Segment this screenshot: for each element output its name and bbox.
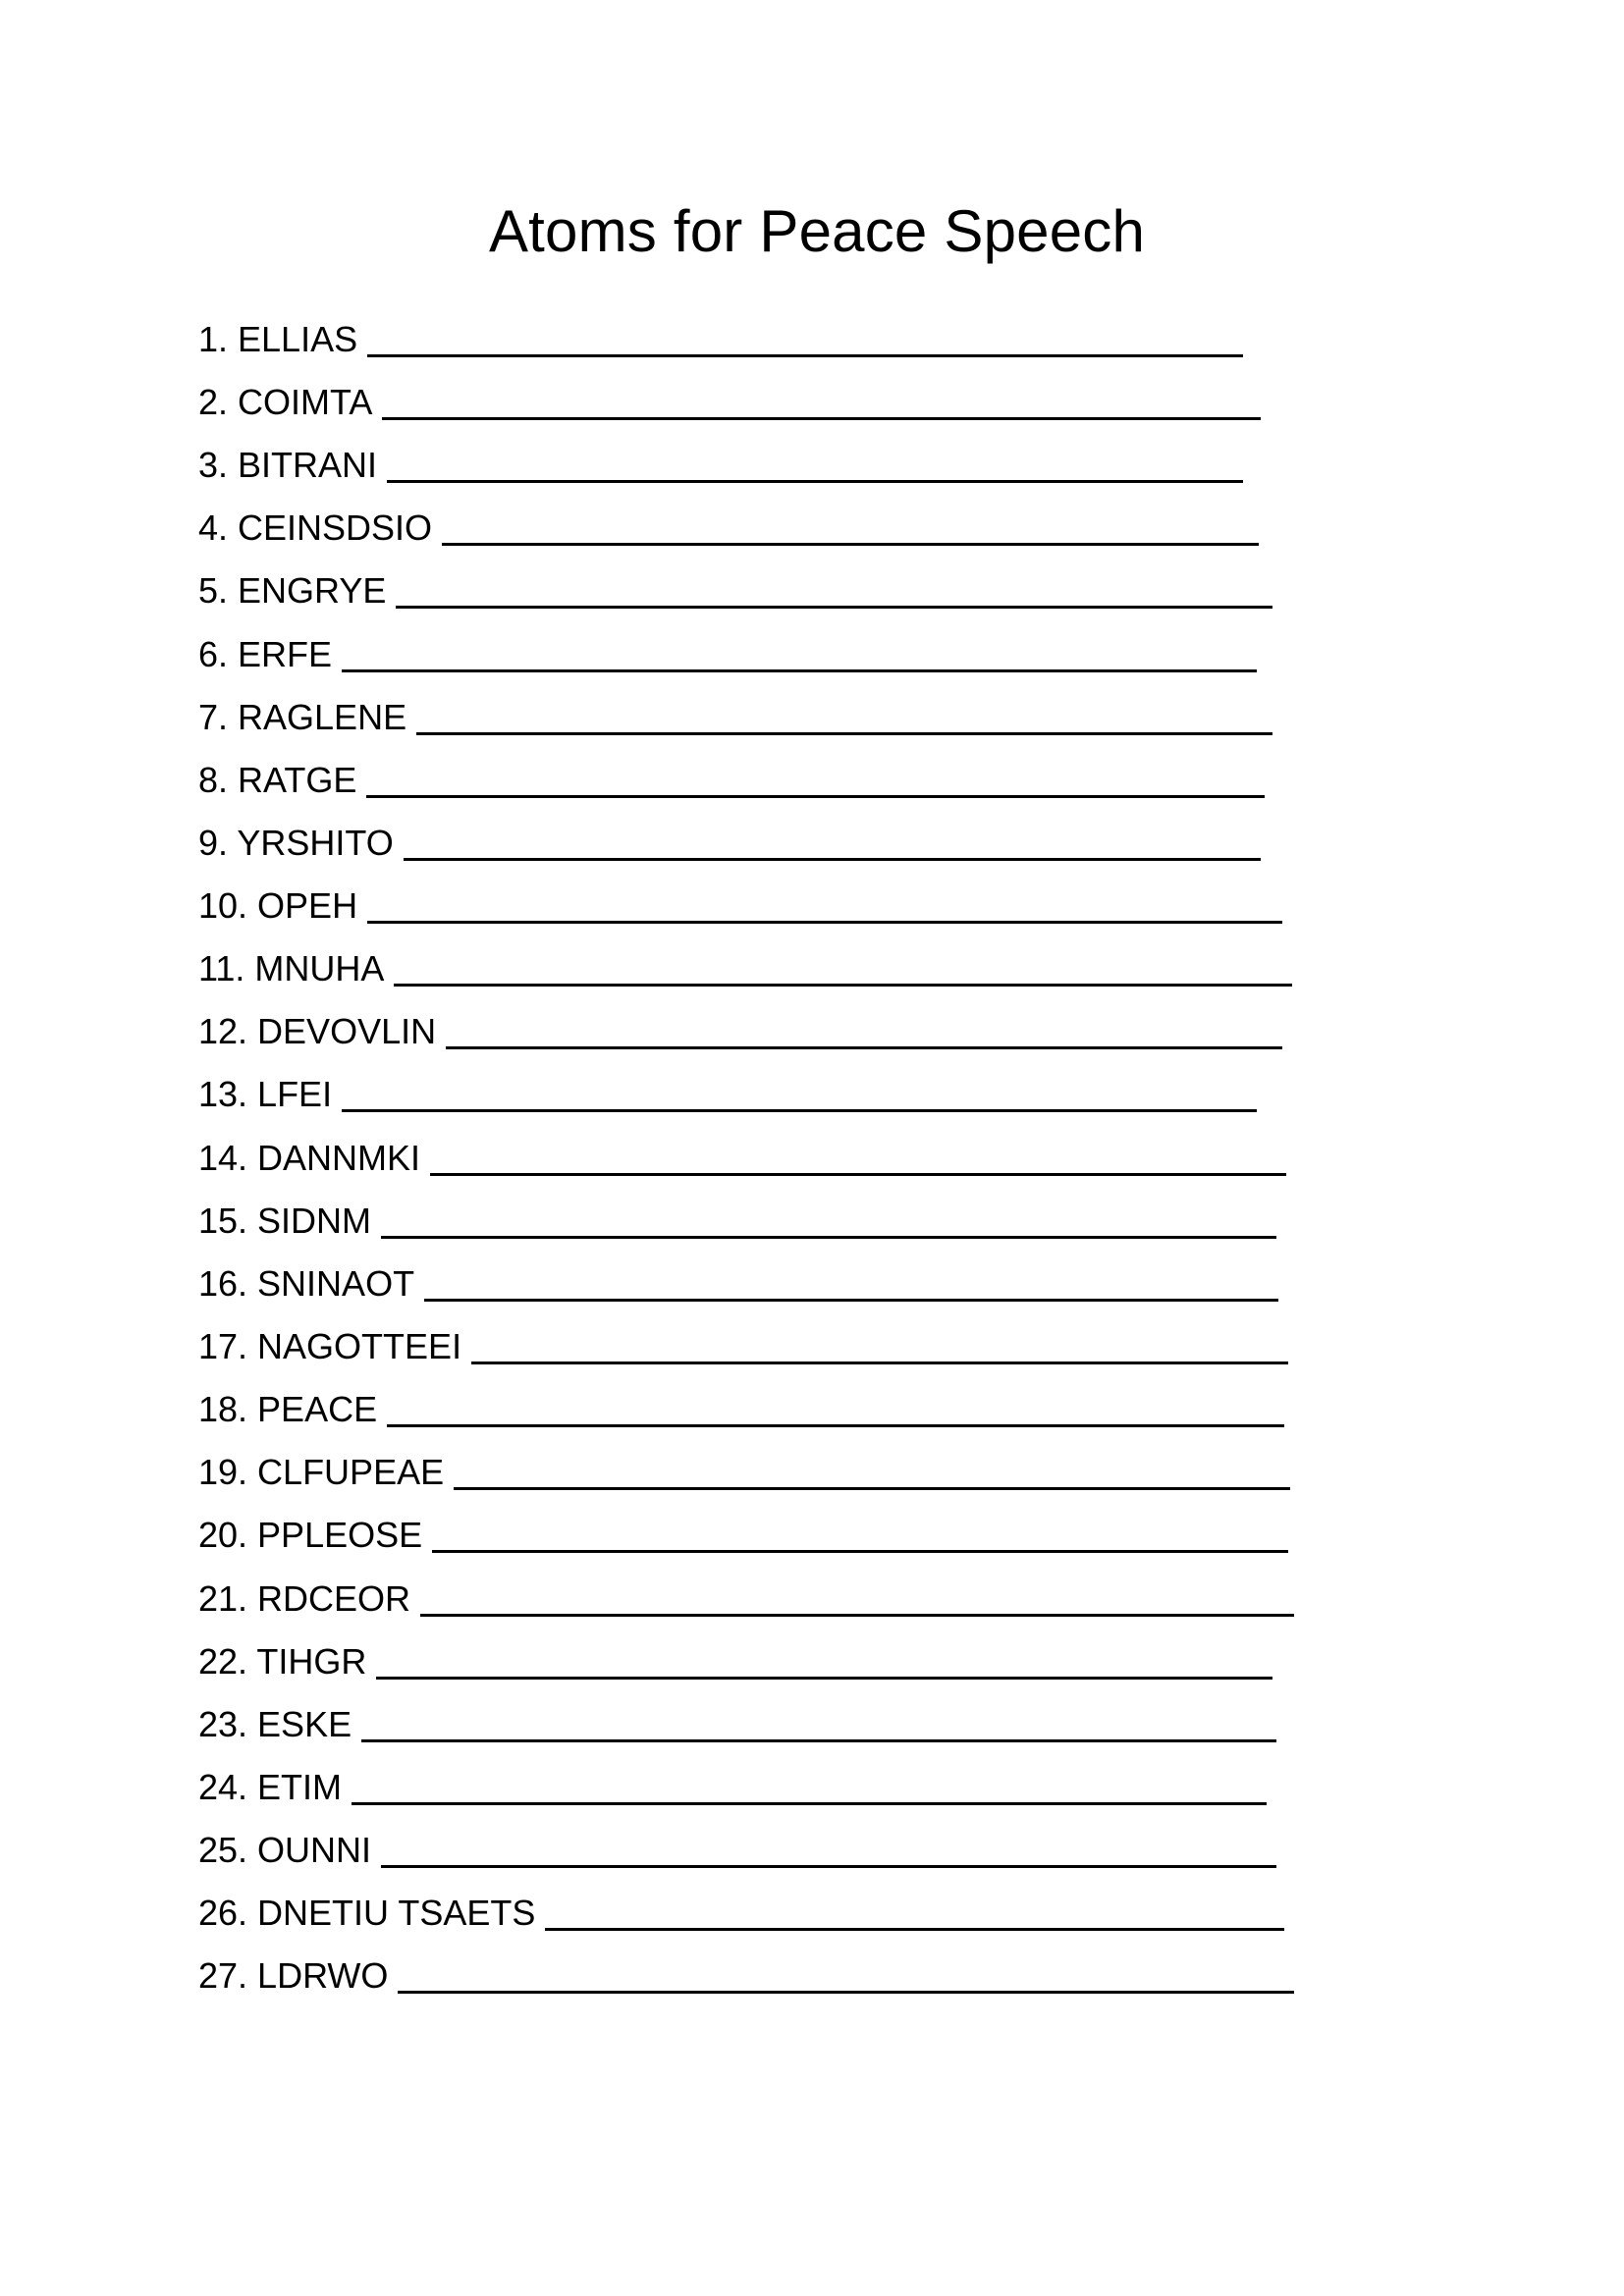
answer-line[interactable] [420,1614,1294,1617]
answer-line[interactable] [398,1991,1294,1994]
scramble-word: 18. PEACE [198,1389,378,1429]
list-item [198,375,1261,424]
answer-line[interactable] [367,921,1282,924]
scramble-word: 20. PPLEOSE [198,1515,423,1555]
answer-line[interactable] [416,732,1272,735]
scramble-word: 15. SIDNM [198,1201,372,1241]
answer-line[interactable] [367,354,1243,357]
answer-line[interactable] [430,1173,1286,1176]
scramble-word: 23. ESKE [198,1704,352,1744]
answer-line[interactable] [394,984,1292,987]
scramble-word: 24. ETIM [198,1767,343,1807]
list-item [198,1194,1276,1243]
scramble-word: 2. COIMTA [198,382,373,422]
scramble-word: 1. ELLIAS [198,319,358,359]
list-item [198,563,1272,613]
scramble-word: 17. NAGOTTEEI [198,1326,462,1366]
answer-line[interactable] [432,1550,1288,1553]
list-item [198,501,1259,550]
list-item [198,1319,1288,1368]
scramble-word: 21. RDCEOR [198,1578,411,1619]
answer-line[interactable] [342,669,1257,672]
scramble-word: 26. DNETIU TSAETS [198,1893,536,1933]
answer-line[interactable] [442,543,1259,546]
scramble-word: 8. RATGE [198,760,357,800]
answer-line[interactable] [352,1802,1267,1805]
scramble-word: 12. DEVOVLIN [198,1011,437,1051]
scramble-word: 22. TIHGR [198,1641,367,1682]
answer-line[interactable] [396,606,1272,609]
answer-line[interactable] [387,480,1243,483]
list-item [198,941,1292,990]
scramble-word: 19. CLFUPEAE [198,1452,445,1492]
answer-line[interactable] [454,1487,1290,1490]
list-item [198,1949,1294,1998]
answer-line[interactable] [366,795,1265,798]
answer-line[interactable] [424,1299,1278,1302]
page-title: Atoms for Peace Speech [488,198,1146,264]
list-item [198,1004,1282,1053]
list-item [198,1760,1267,1809]
list-item [198,438,1243,487]
list-item [198,1256,1278,1306]
list-item [198,816,1261,865]
scramble-word: 9. YRSHITO [198,823,394,863]
list-item [198,1508,1288,1557]
list-item [198,690,1272,739]
answer-line[interactable] [382,417,1261,420]
answer-line[interactable] [471,1362,1288,1364]
answer-line[interactable] [381,1865,1276,1868]
list-item [198,312,1243,361]
scramble-word: 25. OUNNI [198,1830,372,1870]
answer-line[interactable] [376,1677,1272,1680]
scramble-word: 7. RAGLENE [198,697,407,737]
scramble-word: 5. ENGRYE [198,570,387,611]
answer-line[interactable] [387,1424,1284,1427]
scramble-word: 10. OPEH [198,885,358,926]
scramble-word: 14. DANNMKI [198,1138,421,1178]
answer-line[interactable] [545,1928,1284,1931]
scramble-word: 27. LDRWO [198,1955,389,1996]
list-item [198,1445,1290,1494]
list-item [198,1382,1284,1431]
list-item [198,753,1265,802]
answer-line[interactable] [381,1236,1276,1239]
answer-line[interactable] [446,1046,1282,1049]
answer-line[interactable] [342,1109,1257,1112]
scramble-word: 13. LFEI [198,1074,333,1114]
list-item [198,1697,1276,1746]
scramble-word: 16. SNINAOT [198,1263,415,1304]
list-item [198,1131,1286,1180]
list-item [198,1572,1294,1621]
list-item [198,1067,1257,1116]
list-item [198,1634,1272,1683]
scramble-word: 6. ERFE [198,634,333,674]
answer-line[interactable] [404,858,1261,861]
scramble-word: 3. BITRANI [198,445,378,485]
scramble-word: 4. CEINSDSIO [198,507,433,548]
list-item [198,879,1282,928]
list-item [198,1823,1276,1872]
scramble-word: 11. MNUHA [198,948,385,988]
answer-line[interactable] [361,1739,1276,1742]
list-item [198,1886,1284,1935]
list-item [198,627,1257,676]
